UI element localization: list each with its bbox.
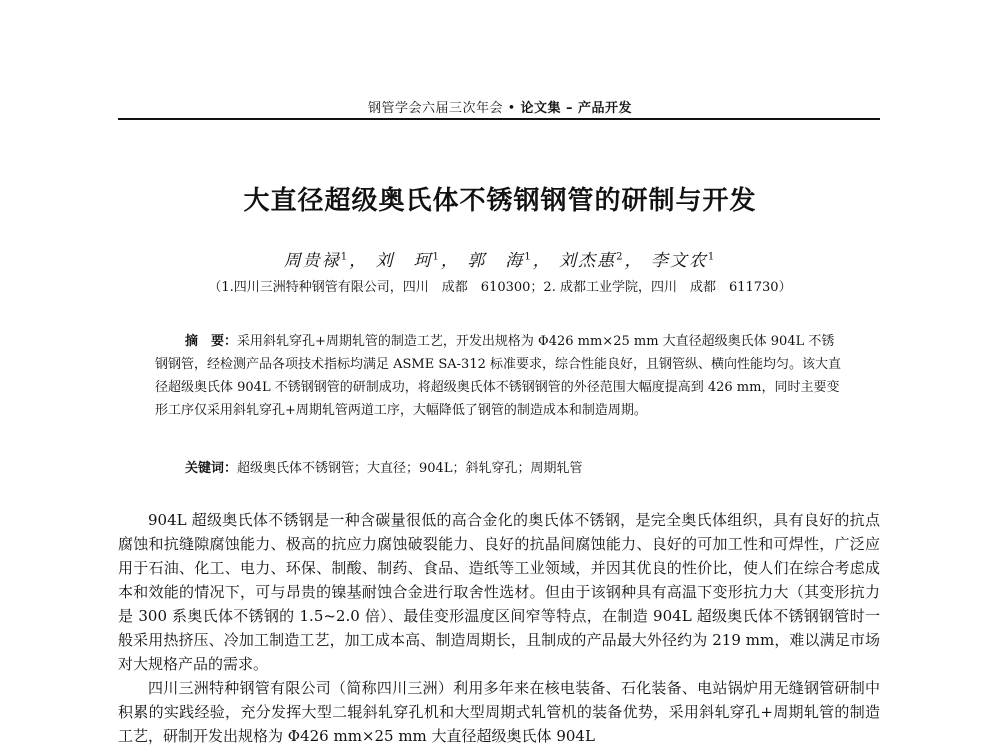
author-name: 刘杰惠 (559, 251, 617, 271)
running-head (0, 97, 1000, 116)
author-name: 刘 珂 (375, 251, 433, 271)
author-name: 周贵禄 (283, 251, 341, 271)
author-name: 李文农 (650, 251, 708, 271)
author-affil-mark: 2 (616, 251, 625, 263)
abstract-label: 摘 要： (185, 334, 238, 349)
keywords (185, 457, 845, 476)
keywords-label: 关键词： (185, 461, 238, 476)
author-name: 郭 海 (467, 251, 525, 271)
keywords-text: 超级奥氏体不锈钢管；大直径；904L；斜轧穿孔；周期轧管 (237, 461, 583, 476)
affiliation: （1.四川三洲特种钢管有限公司，四川 成都 610300；2. 成都工业学院，四川 成都 611730） (208, 280, 792, 295)
running-head-plain: 钢管学会六届三次年会 • (368, 101, 521, 116)
running-head-section: 论文集 – 产品开发 (520, 101, 632, 116)
author-affil-mark: 1 (524, 251, 533, 263)
body-paragraph: 四川三洲特种钢管有限公司（简称四川三洲）利用多年来在核电装备、石化装备、电站锅炉用无缝钢管研制中积累的实践经验，充分发挥大型二辊斜轧穿孔机和大型周期式轧管机的装备优势，采用斜轧穿孔+周期轧管的制造工艺，研制开发出规格为 Φ426 mm×25 mm 大直径超级奥氏体 904L (118, 679, 880, 745)
abstract (155, 330, 845, 422)
abstract-text: 采用斜轧穿孔+周期轧管的制造工艺，开发出规格为 Φ426 mm×25 mm 大直径超级奥氏体 904L 不锈钢钢管，经检测产品各项技术指标均满足 ASME SA-312 标准要求，综合性能良好，且钢管纵、横向性能均匀。该大直径超级奥氏体 904L 不锈钢钢管的研制成功，将超级奥氏体不锈钢钢管的外径范围大幅度提高到 426 mm，同时主要变形工序仅采用斜轧穿孔+周期轧管两道工序，大幅降低了钢管的制造成本和制造周期。 (155, 334, 841, 418)
author-affil-mark: 1 (340, 251, 350, 263)
paper-title: 大直径超级奥氏体不锈钢钢管的研制与开发 (243, 186, 757, 216)
author-affil-mark: 1 (707, 251, 717, 263)
body-paragraph: 904L 超级奥氏体不锈钢是一种含碳量很低的高合金化的奥氏体不锈钢，是完全奥氏体组织，具有良好的抗点腐蚀和抗缝隙腐蚀能力、极高的抗应力腐蚀破裂能力、良好的抗晶间腐蚀能力、良好的可加工性和可焊性，广泛应用于石油、化工、电力、环保、制酸、制药、食品、造纸等工业领域，并因其优良的性价比，使人们在综合考虑成本和效能的情况下，可与昂贵的镍基耐蚀合金进行取舍性选材。但由于该钢种具有高温下变形抗力大（其变形抗力是 300 系奥氏体不锈钢的 1.5~2.0 倍）、最佳变形温度区间窄等特点，在制造 904L 超级奥氏体不锈钢钢管时一般采用热挤压、冷加工制造工艺，加工成本高、制造周期长，且制成的产品最大外径约为 219 mm，难以满足市场对大规格产品的需求。 (118, 511, 880, 673)
author-affil-mark: 1 (432, 251, 441, 263)
body-text (118, 508, 880, 748)
header-rule (118, 118, 880, 120)
author-list: 周贵禄$^1$， 刘 珂$^1$， 郭 海$^1$， 刘杰惠$^2$， 李文农$^1$ (283, 251, 717, 271)
